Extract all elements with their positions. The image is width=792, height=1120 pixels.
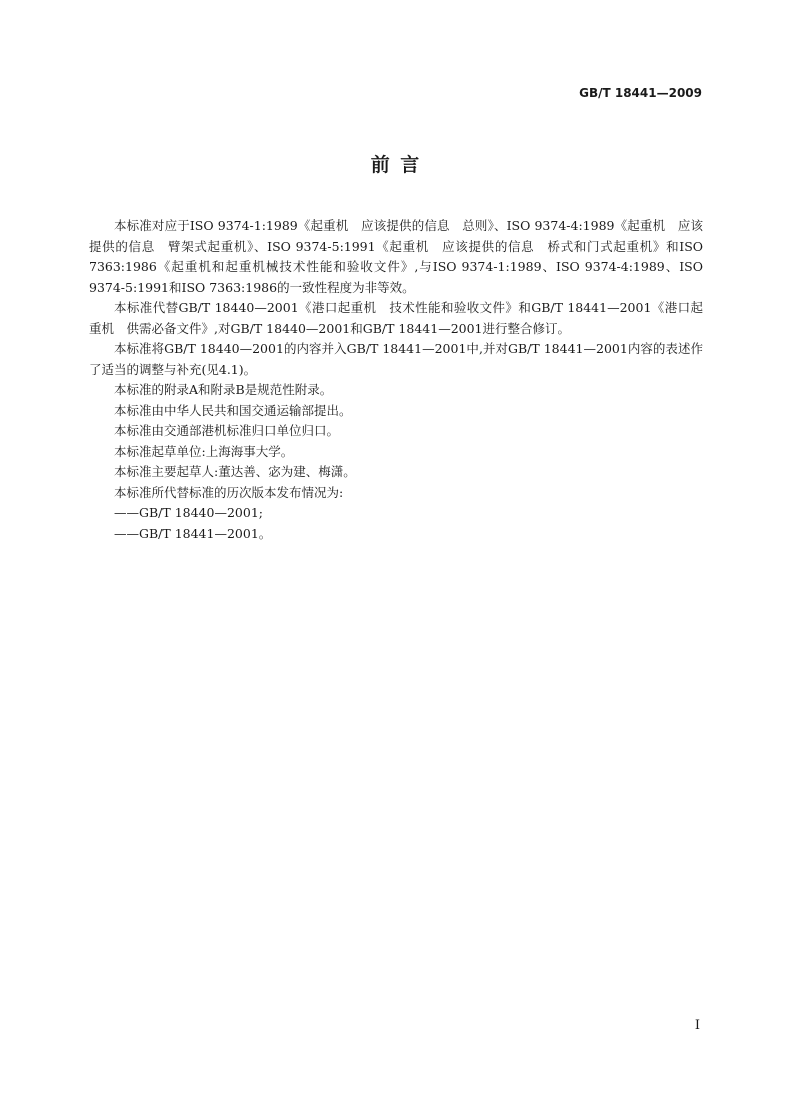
list-item: ——GB/T 18440—2001; — [114, 505, 263, 520]
standard-code: GB/T 18441—2009 — [579, 86, 702, 100]
paragraph-replaces: 本标准代替GB/T 18440—2001《港口起重机 技术性能和验收文件》和GB/T 18441—2001《港口起重机 供需必备文件》,对GB/T 18440—2001和GB/T 18441—2001进行整合修订。 — [89, 300, 703, 336]
document-body — [89, 216, 703, 544]
page-title: 前 言 — [370, 154, 422, 176]
paragraph-centralized-by: 本标准由交通部港机标准归口单位归口。 — [114, 423, 340, 438]
paragraph-drafting-unit: 本标准起草单位:上海海事大学。 — [114, 443, 294, 459]
paragraph-annexes: 本标准的附录A和附录B是规范性附录。 — [114, 382, 333, 397]
list-item: ——GB/T 18441—2001。 — [114, 525, 272, 541]
paragraph-history-intro: 本标准所代替标准的历次版本发布情况为: — [114, 484, 344, 500]
paragraph-merge: 本标准将GB/T 18440—2001的内容并入GB/T 18441—2001中,并对GB/T 18441—2001内容的表述作了适当的调整与补充(见4.1)。 — [89, 341, 703, 377]
paragraph-proposed-by: 本标准由中华人民共和国交通运输部提出。 — [114, 402, 352, 418]
paragraph-correspondence: 本标准对应于ISO 9374-1:1989《起重机 应该提供的信息 总则》、ISO 9374-4:1989《起重机 应该提供的信息 臂架式起重机》、ISO 9374-5:1991《起重机 应该提供的信息 桥式和门式起重机》和ISO 7363:1986《起重机和起重机械技术性能和验收文件》,与ISO 9374-1:1989、ISO 9374-4:1989、ISO 9374-5:1991和ISO 7363:1986的一致性程度为非等效。 — [89, 218, 703, 295]
page-number: I — [694, 1018, 700, 1033]
paragraph-drafters: 本标准主要起草人:董达善、宓为建、梅潇。 — [114, 464, 356, 479]
